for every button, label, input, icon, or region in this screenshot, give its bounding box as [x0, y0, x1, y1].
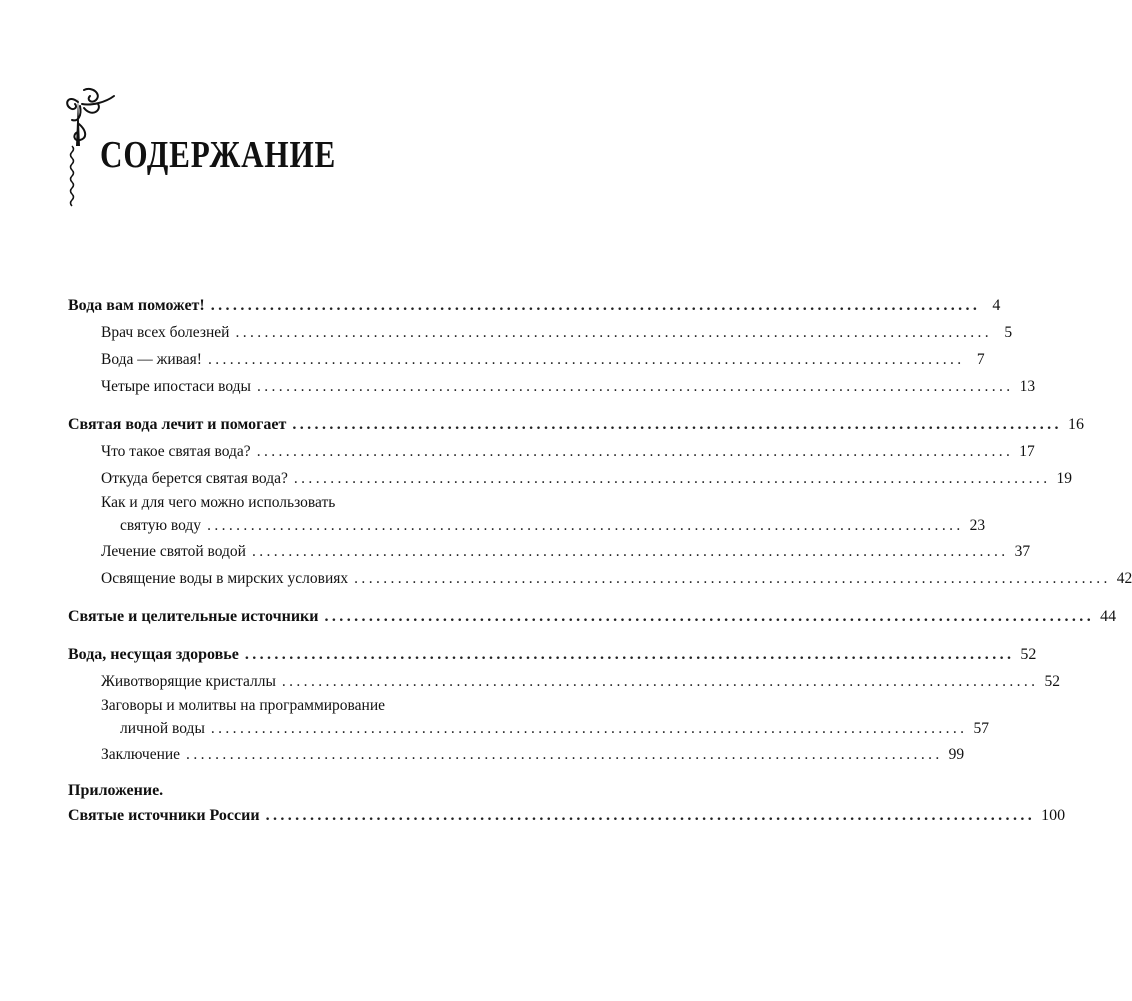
toc-item-label-continued: святую воду [120, 517, 202, 534]
toc-item-entry [101, 668, 1060, 695]
toc-page-number: 17 [1019, 443, 1035, 460]
toc-page-number: 44 [1100, 608, 1117, 625]
toc-section-label-continued: Святые источники России [68, 807, 260, 824]
toc-item-label: Заговоры и молитвы на программирование [101, 697, 386, 714]
toc-item-entry [101, 319, 1013, 346]
toc-item-entry [101, 346, 985, 373]
toc-page-number: 52 [1044, 673, 1060, 690]
toc-item-label: Врач всех болезней [101, 324, 230, 341]
toc-page-number: 13 [1019, 378, 1036, 395]
page-title: СОДЕРЖАНИЕ [100, 134, 337, 176]
toc-page-number: 100 [1041, 807, 1066, 824]
dot-leader: ........................................................................................................ [354, 570, 1111, 587]
toc-page-number: 23 [969, 517, 986, 534]
dot-leader: ........................................................................................................ [256, 378, 1014, 395]
dot-leader: ........................................................................................................ [207, 351, 965, 368]
dot-leader: ........................................................................................................ [281, 673, 1039, 690]
toc-item-entry [101, 438, 1035, 465]
dot-leader: ........................................................................................................ [251, 543, 1009, 560]
toc-item-entry [101, 373, 1036, 400]
toc-item-entry [120, 717, 989, 741]
toc-section-entry [68, 292, 1001, 319]
toc-item-entry [101, 538, 1031, 565]
dot-leader: ........................................................................................................ [244, 646, 1015, 663]
dot-leader: ........................................................................................................ [210, 297, 981, 314]
toc-item-label: Вода — живая! [101, 351, 202, 368]
table-of-contents [68, 292, 1132, 829]
toc-page-number: 52 [1020, 646, 1037, 663]
toc-section-label: Святые и целительные источники [68, 608, 319, 625]
toc-section-label: Приложение. [68, 782, 164, 799]
toc-page-number: 5 [1004, 324, 1013, 341]
toc-item-label: Что такое святая вода? [101, 443, 251, 460]
toc-section-entry [68, 803, 1066, 829]
toc-item-entry [101, 741, 965, 768]
dot-leader: ........................................................................................................ [207, 517, 964, 534]
toc-item-label: Откуда берется святая вода? [101, 470, 288, 487]
toc-item-entry [120, 514, 986, 538]
dot-leader: ........................................................................................................ [235, 324, 993, 341]
toc-page-number: 42 [1116, 570, 1132, 587]
toc-item-entry [101, 565, 1132, 592]
toc-section-entry [68, 603, 1117, 630]
dot-leader: ........................................................................................................ [256, 443, 1014, 460]
dot-leader: ........................................................................................................ [210, 720, 968, 737]
toc-item-label: Освящение воды в мирских условиях [101, 570, 349, 587]
toc-item-entry [101, 465, 1072, 492]
toc-item-label: Заключение [101, 746, 181, 763]
dot-leader: ........................................................................................................ [265, 807, 1036, 824]
dot-leader: ........................................................................................................ [324, 608, 1095, 625]
toc-page-number: 7 [976, 351, 985, 368]
dot-leader: ........................................................................................................ [293, 470, 1051, 487]
dot-leader: ........................................................................................................ [186, 746, 943, 763]
toc-item-label-continued: личной воды [120, 720, 205, 737]
dot-leader: ........................................................................................................ [292, 416, 1062, 433]
toc-page-number: 19 [1056, 470, 1072, 487]
toc-section-entry [68, 411, 1084, 438]
toc-item-label: Четыре ипостаси воды [101, 378, 251, 395]
toc-section-label: Вода, несущая здоровье [68, 646, 239, 663]
toc-section-label: Вода вам поможет! [68, 297, 205, 314]
toc-item-label: Животворящие кристаллы [101, 673, 276, 690]
toc-page-number: 16 [1067, 416, 1084, 433]
toc-page-number: 57 [973, 720, 989, 737]
toc-item-label: Лечение святой водой [101, 543, 246, 560]
toc-page-number: 37 [1014, 543, 1031, 560]
toc-page-number: 99 [948, 746, 965, 763]
toc-page-number: 4 [992, 297, 1001, 314]
toc-section-entry [68, 641, 1037, 668]
toc-section-label: Святая вода лечит и помогает [68, 416, 287, 433]
toc-item-label: Как и для чего можно использовать [101, 494, 336, 511]
